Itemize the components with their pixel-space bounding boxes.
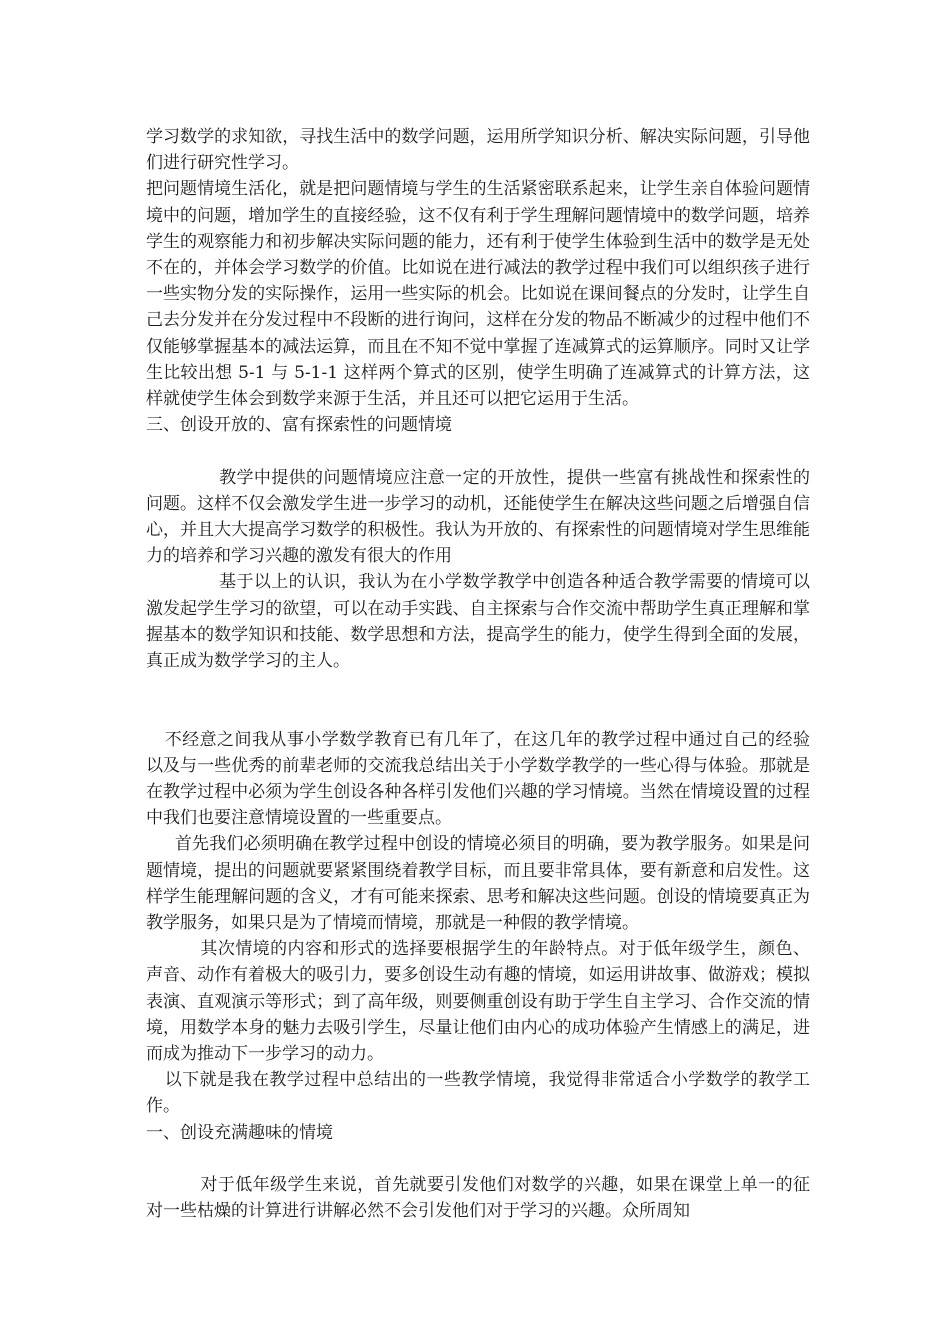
blank-lines [146, 674, 810, 726]
paragraph-summary: 以下就是我在教学过程中总结出的一些教学情境，我觉得非常适合小学数学的教学工作。 [146, 1070, 810, 1117]
section-heading-one: 一、创设充满趣味的情境 [146, 1122, 333, 1143]
paragraph-conclusion: 基于以上的认识，我认为在小学数学教学中创造各种适合教学需要的情境可以激发起学生学习的欲望，可以在动手实践、自主探索与合作交流中帮助学生真正理解和掌握基本的数学知识和技能、数学思想和方法，提高学生的能力，使学生得到全面的发展，真正成为数学学习的主人。 [146, 572, 810, 672]
paragraph-open-situation: 教学中提供的问题情境应注意一定的开放性，提供一些富有挑战性和探索性的问题。这样不仅会激发学生进一步学习的动机，还能使学生在解决这些问题之后增强自信心，并且大大提高学习数学的积极性。我认为开放的、有探索性的问题情境对学生思维能力的培养和学习兴趣的激发有很大的作用 [146, 467, 810, 567]
document-body [146, 124, 810, 1224]
paragraph-interest: 对于低年级学生来说，首先就要引发他们对数学的兴趣，如果在课堂上单一的征对一些枯燥的计算进行讲解必然不会引发他们对于学习的兴趣。众所周知 [146, 1175, 810, 1222]
paragraph-second-point: 其次情境的内容和形式的选择要根据学生的年龄特点。对于低年级学生，颜色、声音、动作有着极大的吸引力，要多创设生动有趣的情境，如运用讲故事、做游戏；模拟表演、直观演示等形式；到了高年级，则要侧重创设有助于学生自主学习、合作交流的情境，用数学本身的魅力去吸引学生，尽量让他们由内心的成功体验产生情感上的满足，进而成为推动下一步学习的动力。 [146, 939, 810, 1065]
paragraph-intro-experience: 不经意之间我从事小学数学教育已有几年了，在这几年的教学过程中通过自己的经验以及与一些优秀的前辈老师的交流我总结出关于小学数学教学的一些心得与体验。那就是在教学过程中必须为学生创设各种各样引发他们兴趣的学习情境。当然在情境设置的过程中我们也要注意情境设置的一些重要点。 [146, 729, 810, 829]
paragraph-first-point: 首先我们必须明确在教学过程中创设的情境必须目的明确，要为教学服务。如果是问题情境，提出的问题就要紧紧围绕着教学目标，而且要非常具体，要有新意和启发性。这样学生能理解问题的含义，才有可能来探索、思考和解决这些问题。创设的情境要真正为教学服务，如果只是为了情境而情境，那就是一种假的教学情境。 [146, 834, 810, 934]
section-heading-three: 三、创设开放的、富有探索性的问题情境 [146, 415, 452, 436]
paragraph-continuation: 学习数学的求知欲，寻找生活中的数学问题，运用所学知识分析、解决实际问题，引导他们进行研究性学习。 [146, 127, 810, 174]
blank-line [146, 1146, 810, 1172]
paragraph-life-context: 把问题情境生活化，就是把问题情境与学生的生活紧密联系起来，让学生亲自体验问题情境中的问题，增加学生的直接经验，这不仅有利于学生理解问题情境中的数学问题，培养学生的观察能力和初步解决实际问题的能力，还有利于使学生体验到生活中的数学是无处不在的，并体会学习数学的价值。比如说在进行减法的教学过程中我们可以组织孩子进行一些实物分发的实际操作，运用一些实际的机会。比如说在课间餐点的分发时，让学生自己去分发并在分发过程中不段断的进行询问，这样在分发的物品不断减少的过程中他们不仅能够掌握基本的减法运算，而且在不知不觉中掌握了连减算式的运算顺序。同时又让学生比较出想 5-1 与 5-1-1 这样两个算式的区别，使学生明确了连减算式的计算方法，这样就使学生体会到数学来源于生活，并且还可以把它运用于生活。 [146, 179, 810, 410]
blank-line [146, 438, 810, 464]
